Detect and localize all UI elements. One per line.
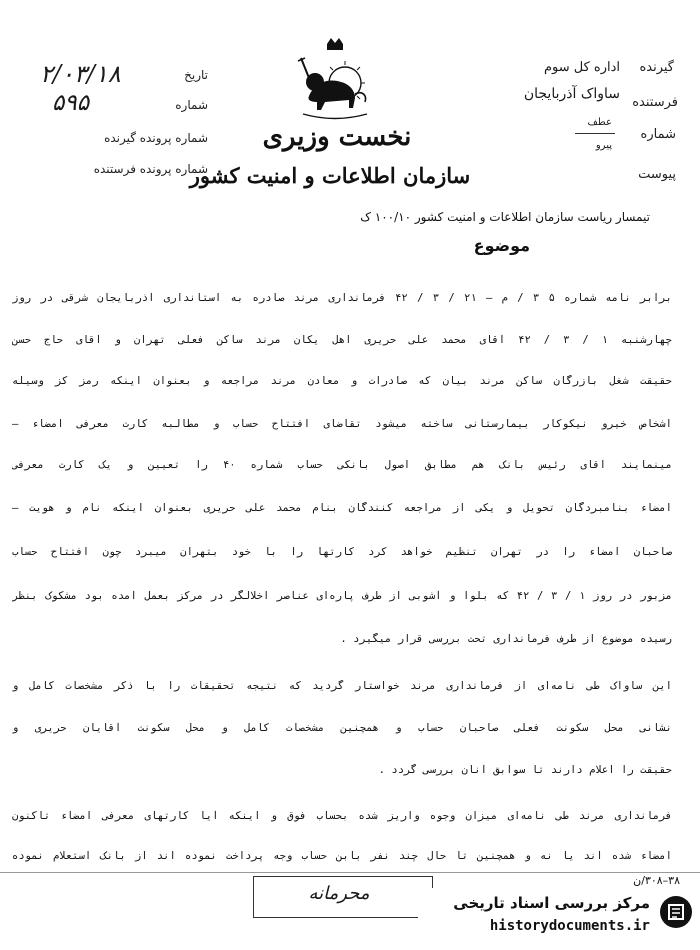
confidential-stamp bbox=[253, 876, 433, 918]
footer-divider bbox=[0, 872, 700, 873]
archive-url[interactable]: historydocuments.ir bbox=[489, 918, 650, 934]
attachment-label: پیوست bbox=[638, 167, 676, 182]
body-line: نشانی محل سکونت فعلی صاحبان حساب و همچنین مشخصات کامل و محل سکونت آقایان حریری و bbox=[12, 722, 672, 734]
body-line: حقیقت شغل بازرگان ساکن مرند بیان که صادرات و معادن مرند مراجعه و بعنوان اینکه رمز کز وسیله bbox=[12, 375, 672, 387]
sender-file-number-label: شماره پرونده فرستنده bbox=[93, 162, 208, 176]
body-line: فرمانداری مرند طی نامه‌ای میزان وجوه واریز شده بحساب فوق و اینکه آیا کارتهای معرفی امضاء تاکنون bbox=[12, 810, 672, 822]
stamp-text: محرمانه bbox=[308, 883, 370, 904]
sender-label: فرستنده bbox=[632, 95, 678, 110]
body-line: صاحبان امضاء را در تهران تنظیم خواهد کرد کارتها را با خود بتهران میبرد چون افتتاح حساب bbox=[12, 546, 672, 558]
ministry-title: نخست وزیری bbox=[262, 122, 412, 152]
ref-number-value-bottom: پیرو bbox=[595, 140, 612, 151]
body-line: مینمایند آقای رئیس بانک هم مطابق اصول بانکی حساب شماره ۴۰ را تعیین و یک کارت معرفی bbox=[12, 459, 672, 471]
archive-logo-icon bbox=[658, 894, 694, 930]
subject-label: موضوع bbox=[473, 236, 530, 255]
ref-number-value-top: عطف bbox=[587, 117, 612, 128]
body-line: حقیقت را اعلام دارند تا سوابق آنان بررسی گردد . bbox=[378, 764, 672, 776]
body-line: اشخاص خیرو نیکوکار بیمارستانی ساخته میشود تقاضای افتتاح حساب و مطالبه کارت معرفی امضاء – bbox=[12, 418, 672, 430]
organization-title: سازمان اطلاعات و امنیت کشور bbox=[189, 163, 471, 188]
receiver-value: اداره کل سوم bbox=[543, 60, 620, 75]
lion-and-sun-emblem bbox=[295, 38, 375, 120]
ref-number-footer: ۳۸–۳۰۸/ن bbox=[633, 874, 680, 887]
receiver-file-number-label: شماره پرونده گیرنده bbox=[104, 131, 208, 145]
body-line: این ساواک طی نامه‌ای از فرمانداری مرند خواستار گردید که نتیجه تحقیقات را با ذکر مشخصات کامل و bbox=[12, 680, 672, 692]
sender-value: ساواک آذربایجان bbox=[523, 86, 620, 102]
ref-number-divider bbox=[575, 133, 615, 134]
number-label: شماره bbox=[175, 98, 208, 112]
date-value: ۲/۰۳/۱۸ bbox=[40, 60, 121, 88]
date-label: تاریخ bbox=[184, 68, 208, 82]
ref-number-label: شماره bbox=[640, 127, 676, 142]
body-line: مزبور در روز ۱ / ۳ / ۴۲ که بلوا و آشوبی از طرف پاره‌ای عناصر اخلالگر در مرکز بعمل آمده بود مشکوک بنظر bbox=[12, 590, 672, 602]
body-line: امضاء بنامبردگان تحویل و یکی از مراجعه کنندگان بنام محمد علی حریری بعنوان اینکه نام و هویت – bbox=[12, 502, 672, 514]
body-line: رسیده موضوع از طرف فرمانداری تحت بررسی قرار میگیرد . bbox=[340, 633, 672, 645]
body-line: امضاء شده اند یا نه و همچنین تا حال چند نفر بابن حساب وجه پرداخت نموده اند از بانک استعلام نموده bbox=[12, 850, 672, 862]
body-line: چهارشنبه ۱ / ۳ / ۴۲ آقای محمد علی حریری اهل یکان مرند ساکن فعلی تهران و آقای حاج حسن bbox=[12, 334, 672, 346]
lion-and-sun-icon bbox=[295, 38, 375, 120]
body-line: برابر نامه شماره ۵ ۳ / م – ۲۱ / ۳ / ۴۲ فرمانداری مرند صادره به استانداری آذربایجان شرقی در روز bbox=[12, 292, 672, 304]
number-value: ۵۹۵ bbox=[52, 90, 90, 116]
archive-watermark bbox=[418, 888, 700, 950]
addressee-line: تیمسار ریاست سازمان اطلاعات و امنیت کشور ۱۰۰/۱۰ ک bbox=[360, 210, 650, 224]
archive-name: مرکز بررسی اسناد تاریخی bbox=[453, 894, 650, 912]
receiver-label: گیرنده bbox=[639, 60, 674, 75]
